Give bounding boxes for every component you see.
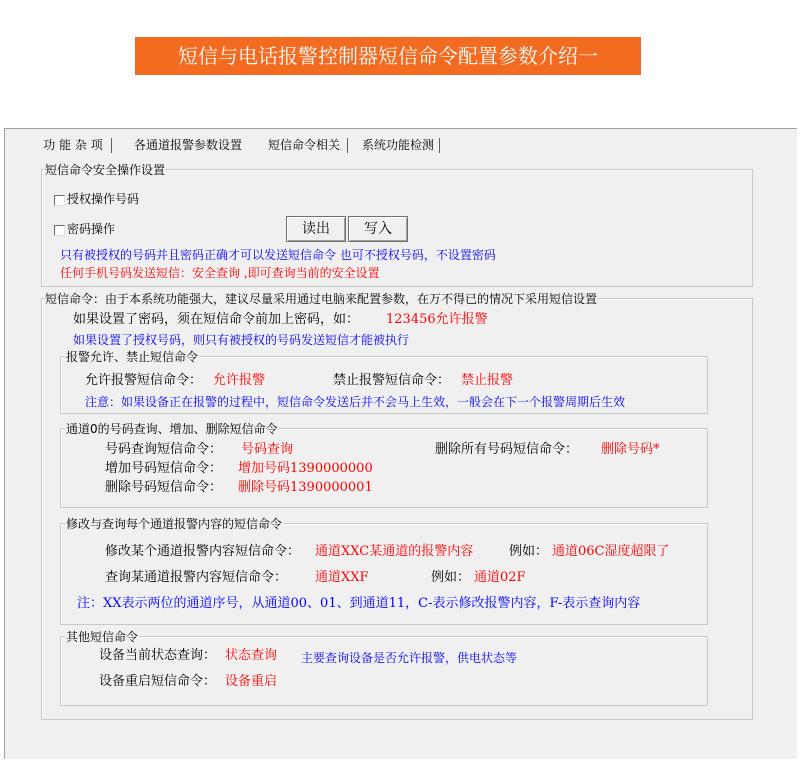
restart-label: 设备重启短信命令： <box>99 674 217 689</box>
tab-misc[interactable]: 功 能 杂 项 <box>43 138 103 152</box>
alarm-group <box>60 350 708 414</box>
add-number-label: 增加号码短信命令： <box>105 461 223 476</box>
forbid-alarm-label: 禁止报警短信命令： <box>333 373 451 388</box>
delete-all-value: 删除号码* <box>601 442 660 457</box>
modify-content-label: 修改某个通道报警内容短信命令： <box>105 544 301 559</box>
delete-all-label: 删除所有号码短信命令： <box>435 442 579 457</box>
security-note-red: 任何手机号码发送短信：安全查询 ,即可查询当前的安全设置 <box>60 266 380 280</box>
query-number-value: 号码查询 <box>241 442 294 457</box>
auth-note: 如果设置了授权号码，则只有被授权的号码发送短信才能被执行 <box>73 333 410 347</box>
modify-content-value: 通道XXC某通道的报警内容 <box>315 544 474 559</box>
write-button[interactable]: 写入 <box>348 216 408 242</box>
tab-divider <box>347 138 348 153</box>
security-note-blue: 只有被授权的号码并且密码正确才可以发送短信命令 也可不授权号码，不设置密码 <box>60 248 496 262</box>
modify-example-value: 通道06C湿度超限了 <box>552 544 670 559</box>
sms-commands-group <box>41 292 753 720</box>
allow-alarm-label: 允许报警短信命令： <box>85 373 203 388</box>
security-legend: 短信命令安全操作设置 <box>45 163 166 177</box>
status-query-note: 主要查询设备是否允许报警，供电状态等 <box>301 651 518 665</box>
allow-alarm-value: 允许报警 <box>213 373 266 388</box>
password-checkbox[interactable] <box>54 225 65 236</box>
channel0-legend: 通道0的号码查询、增加、删除短信命令 <box>66 422 278 436</box>
alarm-note: 注意：如果设备正在报警的过程中，短信命令发送后并不会马上生效，一般会在下一个报警周期后生效 <box>85 395 626 409</box>
tab-divider <box>439 138 440 153</box>
banner-title: 短信与电话报警控制器短信命令配置参数介绍一 <box>135 37 641 75</box>
password-checkbox-label: 密码操作 <box>67 222 116 236</box>
read-button[interactable]: 读出 <box>286 216 346 242</box>
channel0-group <box>60 422 708 508</box>
tab-divider <box>111 138 112 153</box>
other-legend: 其他短信命令 <box>66 630 139 644</box>
status-query-label: 设备当前状态查询： <box>99 648 217 663</box>
query-example-value: 通道02F <box>474 570 526 585</box>
tab-sms-commands[interactable]: 短信命令相关 <box>263 135 345 155</box>
alarm-content-note: 注：XX表示两位的通道序号，从通道00、01、到通道11，C-表示修改报警内容，F-表示查询内容 <box>77 596 641 611</box>
delete-number-label: 删除号码短信命令： <box>105 480 223 495</box>
sms-commands-legend: 短信命令：由于本系统功能强大，建议尽量采用通过电脑来配置参数，在万不得已的情况下采用短信设置 <box>45 292 598 306</box>
alarm-content-group <box>60 517 708 625</box>
query-content-label: 查询某通道报警内容短信命令： <box>105 570 288 585</box>
forbid-alarm-value: 禁止报警 <box>461 373 514 388</box>
modify-example-label: 例如： <box>509 544 549 559</box>
config-window <box>4 128 797 759</box>
alarm-content-legend: 修改与查询每个通道报警内容的短信命令 <box>66 517 283 531</box>
password-prefix-example: 123456允许报警 <box>386 312 488 327</box>
tab-channel-alarm-params[interactable]: 各通道报警参数设置 <box>133 138 242 152</box>
query-example-label: 例如： <box>431 570 471 585</box>
auth-checkbox-label: 授权操作号码 <box>67 192 140 206</box>
status-query-value: 状态查询 <box>225 648 278 663</box>
add-number-value: 增加号码1390000000 <box>238 461 373 476</box>
query-content-value: 通道XXF <box>315 570 369 585</box>
restart-value: 设备重启 <box>225 674 278 689</box>
query-number-label: 号码查询短信命令： <box>105 442 223 457</box>
tab-system-check[interactable]: 系统功能检测 <box>361 138 434 152</box>
other-group <box>60 630 708 706</box>
auth-checkbox[interactable] <box>54 195 65 206</box>
security-group <box>41 163 753 287</box>
password-prefix-label: 如果设置了密码，须在短信命令前加上密码，如： <box>73 312 360 327</box>
alarm-legend: 报警允许、禁止短信命令 <box>66 350 199 364</box>
delete-number-value: 删除号码1390000001 <box>238 480 373 495</box>
